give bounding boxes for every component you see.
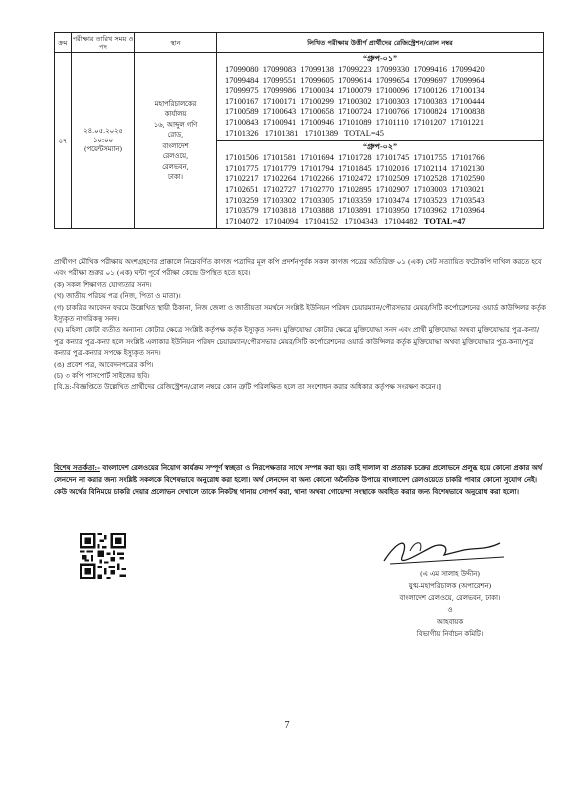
exam-time: ১০:০০ bbox=[93, 136, 113, 145]
signatory-name: (এ এম সালাহ উদ্দীন) bbox=[419, 570, 481, 578]
special-warning bbox=[54, 462, 548, 499]
instructions-intro: প্রার্থীগণ মৌখিক পরীক্ষায় অংশগ্রহণের প্রাক্কালে নিম্নেবর্ণিত কাগজ পত্রাদির মূল কপি প্রদর্শনপূর্বক সকল কাগজ পত্রের অতিরিক্ত ০১ (এক) সেট সত্যায়িত ফটোকপি দাখিল করতে হবে এবং পরীক্ষা শুরুর ০১ (এক) ঘন্টা পূর্বে পরীক্ষা কেন্দ্রে উপস্থিত হতে হবে। bbox=[54, 258, 542, 278]
venue-line: ঢাকা। bbox=[168, 173, 183, 182]
warning-lead: বিশেষ সতর্কতা:- bbox=[54, 464, 100, 472]
header-venue: স্থান bbox=[135, 33, 217, 53]
roll-row: 17101506 17101581 17101694 17101728 17101745 17101755 17101766 bbox=[225, 153, 485, 163]
roll-row: 17102651 17102727 17102770 17102895 17102907 17103003 17103021 bbox=[225, 184, 485, 194]
roll-row: 17099080 17099083 17099138 17099223 17099330 17099416 17099420 bbox=[225, 65, 485, 74]
serial-cell bbox=[55, 53, 72, 229]
group-2-total: TOTAL=47 bbox=[423, 216, 466, 226]
venue-line: রোড, bbox=[167, 131, 184, 140]
instruction-item: (চ) ৩ কপি পাসপোর্ট সাইজের ছবি। bbox=[54, 372, 150, 381]
instructions-block bbox=[54, 257, 548, 394]
signatory-and: ও bbox=[447, 606, 453, 614]
roll-row: 17104072 17104094 17104152 17104343 17104482 bbox=[225, 216, 418, 226]
venue-line: মহাপরিচালকের bbox=[154, 99, 197, 108]
group-2-title: “গ্রুপ-০২” bbox=[362, 142, 398, 152]
group-1-total: TOTAL=45 bbox=[344, 128, 384, 138]
roll-row: 17099975 17099986 17100034 17100079 17100096 17100126 17100134 bbox=[225, 86, 485, 96]
roll-row: 17103259 17103302 17103305 17103359 17103474 17103523 17103543 bbox=[225, 195, 485, 205]
instructions-note: [বি.দ্র:-বিজ্ঞপ্তিতে উল্লেখিত প্রার্থীদের রেজিস্ট্রেশন/রোল নম্বরে কোন ত্রুটি পরিলক্ষিত হলে তা সংশোধন করার অধিকার কর্তৃপক্ষ সংরক্ষণ করেন।] bbox=[54, 383, 441, 392]
serial-number: ০৭ bbox=[58, 136, 68, 145]
roll-row: 17101326 17101381 17101389 bbox=[225, 128, 339, 138]
instruction-item: (খ) জাতীয় পরিচয় পত্র (নিজ, পিতা ও মাতা)। bbox=[54, 292, 181, 301]
signatory-designation: যুগ্ম-মহাপরিচালক (অপারেশন) bbox=[408, 582, 492, 590]
venue-lines bbox=[135, 99, 216, 183]
instruction-item: (ক) সকল শিক্ষাগত যোগ্যতার সনদ। bbox=[54, 280, 152, 289]
roll-row: 17102217 17102264 17102266 17102472 17102509 17102528 17102590 bbox=[225, 174, 485, 184]
table-header-row bbox=[55, 33, 544, 53]
venue-line: রেলওয়ে, bbox=[162, 152, 189, 161]
group-1-rolls bbox=[217, 65, 543, 140]
group-2-rolls bbox=[217, 153, 543, 228]
header-serial: ক্রম bbox=[55, 33, 72, 53]
roll-row: 17101775 17101779 17101794 17101845 17102016 17102114 17102130 bbox=[225, 163, 485, 173]
signatory-office: বাংলাদেশ রেলওয়ে, রেলভবন, ঢাকা। bbox=[399, 594, 501, 602]
qr-code-icon bbox=[80, 533, 126, 579]
instruction-item: (ঙ) প্রবেশ পত্র, আবেদনপত্রের কপি। bbox=[54, 360, 154, 369]
roll-row: 17103579 17103818 17103888 17103891 17103950 17103962 17103964 bbox=[225, 206, 485, 216]
roll-number-table bbox=[54, 32, 544, 229]
roll-row: 17100843 17100941 17100946 17101089 17101110 17101207 17101221 bbox=[225, 117, 485, 127]
venue-cell bbox=[135, 53, 217, 229]
handwritten-signature bbox=[380, 533, 510, 569]
page-number: 7 bbox=[284, 720, 290, 731]
venue-line: কার্যালয় bbox=[164, 110, 187, 119]
signatory-block bbox=[350, 568, 550, 640]
group-1-title: “গ্রুপ-০১” bbox=[362, 54, 398, 63]
roll-row: 17100589 17100643 17100658 17100724 17100766 17100824 17100838 bbox=[225, 107, 485, 117]
exam-date: ২৪.০৫.২০২৫ bbox=[83, 127, 123, 136]
venue-line: ১৬, আব্দুল গণি bbox=[153, 120, 198, 129]
venue-line: বাংলাদেশ bbox=[162, 141, 189, 150]
instruction-item: (গ) চাকরির আবেদন ফরমে উল্লেখিত স্থায়ী ঠিকানা, নিজ জেলা ও জাতীয়তা সমর্থনে সংশ্লিষ্ট ইউনিয়ন পরিষদ চেয়ারম্যান/পৌরসভার মেয়র/সিটি কর্পোরেশনের ওয়ার্ড কাউন্সিলর কর্তৃক ইস্যুকৃত নাগরিকত্ব সনদ। bbox=[54, 303, 546, 324]
table-body-row bbox=[55, 53, 544, 229]
roll-row-last bbox=[225, 217, 541, 228]
roll-row-last bbox=[225, 129, 541, 140]
roll-row: 17100167 17100171 17100299 17100302 17100303 17100383 17100444 bbox=[225, 96, 485, 106]
rolls-cell bbox=[217, 53, 544, 229]
warning-text: বাংলাদেশ রেলওয়ের নিয়োগ কার্যক্রম সম্পূর্ণ স্বচ্ছতা ও নিরপেক্ষতার সাথে সম্পন্ন করা হয়। তাই দালাল বা প্রতারক চক্রের প্রলোভনে প্রলুব্ধ হয়ে কোনো প্রকার অর্থ লেনদেন না করার জন্য সংশ্লিষ্ট সকলকে বিশেষভাবে অনুরোধ করা হলো। অর্থ লেনদেন বা অন্য কোনো অনৈতিক উপায়ে বাংলাদেশ রেলওয়েতে চাকরি পাবার কোনো সুযোগ নেই। কেউ অর্থের বিনিময়ে চাকরি দেয়ার প্রলোভন দেখালে তাকে নিকটস্থ থানায় সোপর্দ করা, থানা অথবা গোয়েন্দা সংস্থাকে অবহিত করার জন্য বিশেষভাবে অনুরোধ করা হলো। bbox=[54, 464, 543, 497]
venue-line: রেলভবন, bbox=[162, 162, 189, 171]
header-date-time: পরীক্ষার তারিখ সময় ও পদ bbox=[72, 34, 134, 51]
signatory-convener: আহবায়ক bbox=[436, 618, 464, 626]
instruction-item: (ঘ) মহিলা কোটা ব্যতীত অন্যান্য কোটার ক্ষেত্রে সংশ্লিষ্ট কর্তৃপক্ষ কর্তৃক ইস্যুকৃত সনদ। মুক্তিযোদ্ধা কোটার ক্ষেত্রে মুক্তিযোদ্ধা সনদ এবং প্রার্থী মুক্তিযোদ্ধা অথবা মুক্তিযোদ্ধার পুত্র-কন্যা/পুত্র কন্যার পুত্র-কন্যা হলে সংশ্লিষ্ট এলাকার ইউনিয়ন পরিষদ চেয়ারম্যান/পৌরসভার মেয়র/সিটি কর্পোরেশনের ওয়ার্ড কাউন্সিলর কর্তৃক মুক্তিযোদ্ধা অথবা মুক্তিযোদ্ধার পুত্র-কন্যা/পুত্র কন্যার পুত্র-কন্যার সপক্ষে ইস্যুকৃত সনদ। bbox=[54, 326, 540, 358]
exam-post: (পয়েন্টসম্যান) bbox=[83, 145, 123, 154]
date-time-cell bbox=[72, 53, 135, 229]
signatory-committee: বিভাগীয় নির্বাচন কমিটি। bbox=[416, 630, 484, 638]
roll-row: 17099484 17099551 17099605 17099614 17099654 17099697 17099964 bbox=[225, 75, 485, 85]
header-rolls: লিখিত পরীক্ষায় উত্তীর্ণ প্রার্থীদের রেজিস্ট্রেশন/রোল নম্বর bbox=[217, 33, 544, 53]
